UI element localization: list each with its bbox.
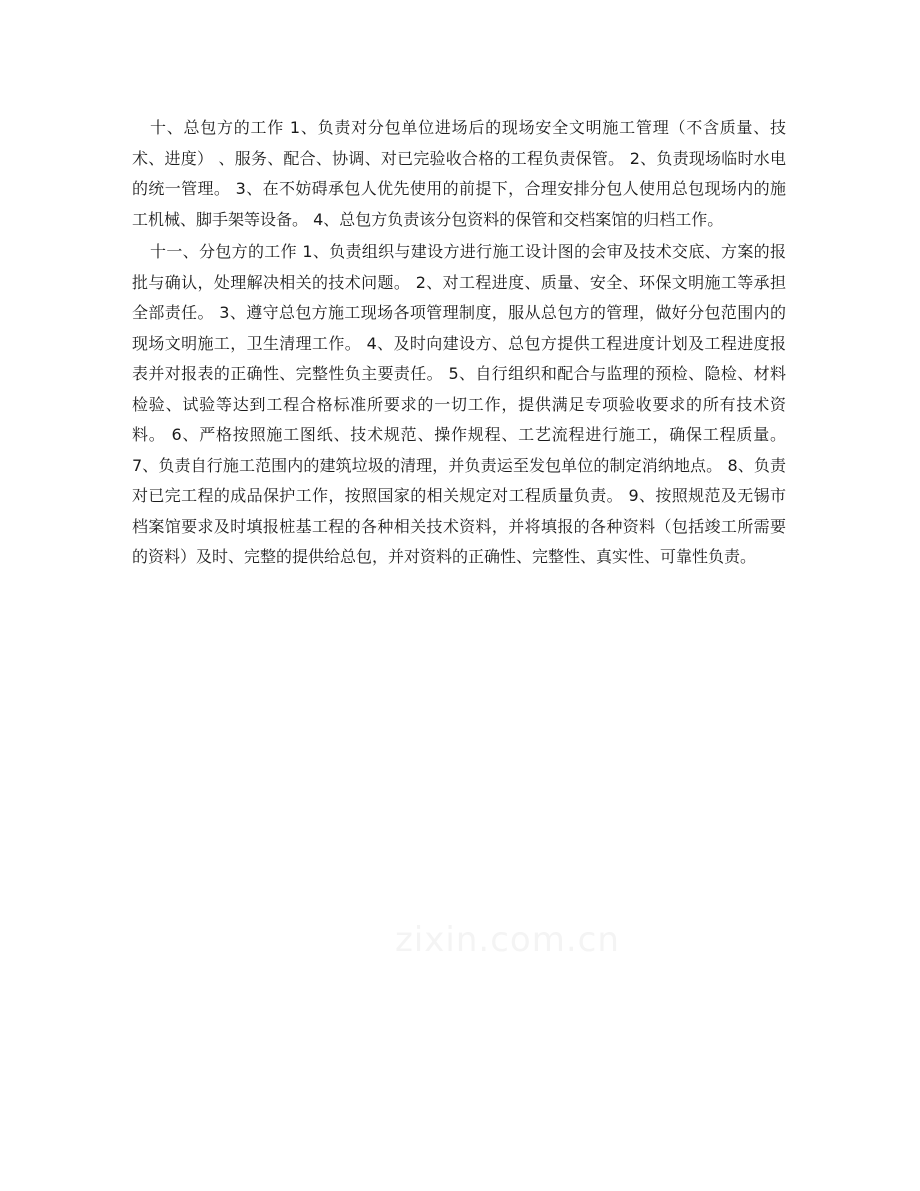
document-body bbox=[132, 113, 786, 573]
paragraph-general-contractor-duties: 十、总包方的工作 1、负责对分包单位进场后的现场安全文明施工管理（不含质量、技术、进度） 、服务、配合、协调、对已完验收合格的工程负责保管。 2、负责现场临时水电的统一管理。 3、在不妨碍承包人优先使用的前提下，合理安排分包人使用总包现场内的施工机械、脚手架等设备。 4、总包方负责该分包资料的保管和交档案馆的归档工作。 bbox=[132, 118, 786, 229]
watermark: zixin.com.cn bbox=[395, 920, 620, 960]
paragraph-subcontractor-duties: 十一、分包方的工作 1、负责组织与建设方进行施工设计图的会审及技术交底、方案的报批与确认，处理解决相关的技术问题。 2、对工程进度、质量、安全、环保文明施工等承担全部责任。 3、遵守总包方施工现场各项管理制度，服从总包方的管理，做好分包范围内的现场文明施工，卫生清理工作。 4、及时向建设方、总包方提供工程进度计划及工程进度报表并对报表的正确性、完整性负主要责任。 5、自行组织和配合与监理的预检、隐检、材料检验、试验等达到工程合格标准所要求的一切工作，提供满足专项验收要求的所有技术资料。 6、严格按照施工图纸、技术规范、操作规程、工艺流程进行施工，确保工程质量。 7、负责自行施工范围内的建筑垃圾的清理，并负责运至发包单位的制定消纳地点。 8、负责对已完工程的成品保护工作，按照国家的相关规定对工程质量负责。 9、按照规范及无锡市档案馆要求及时填报桩基工程的各种相关技术资料，并将填报的各种资料（包括竣工所需要的资料）及时、完整的提供给总包，并对资料的正确性、完整性、真实性、可靠性负责。 bbox=[132, 242, 786, 566]
